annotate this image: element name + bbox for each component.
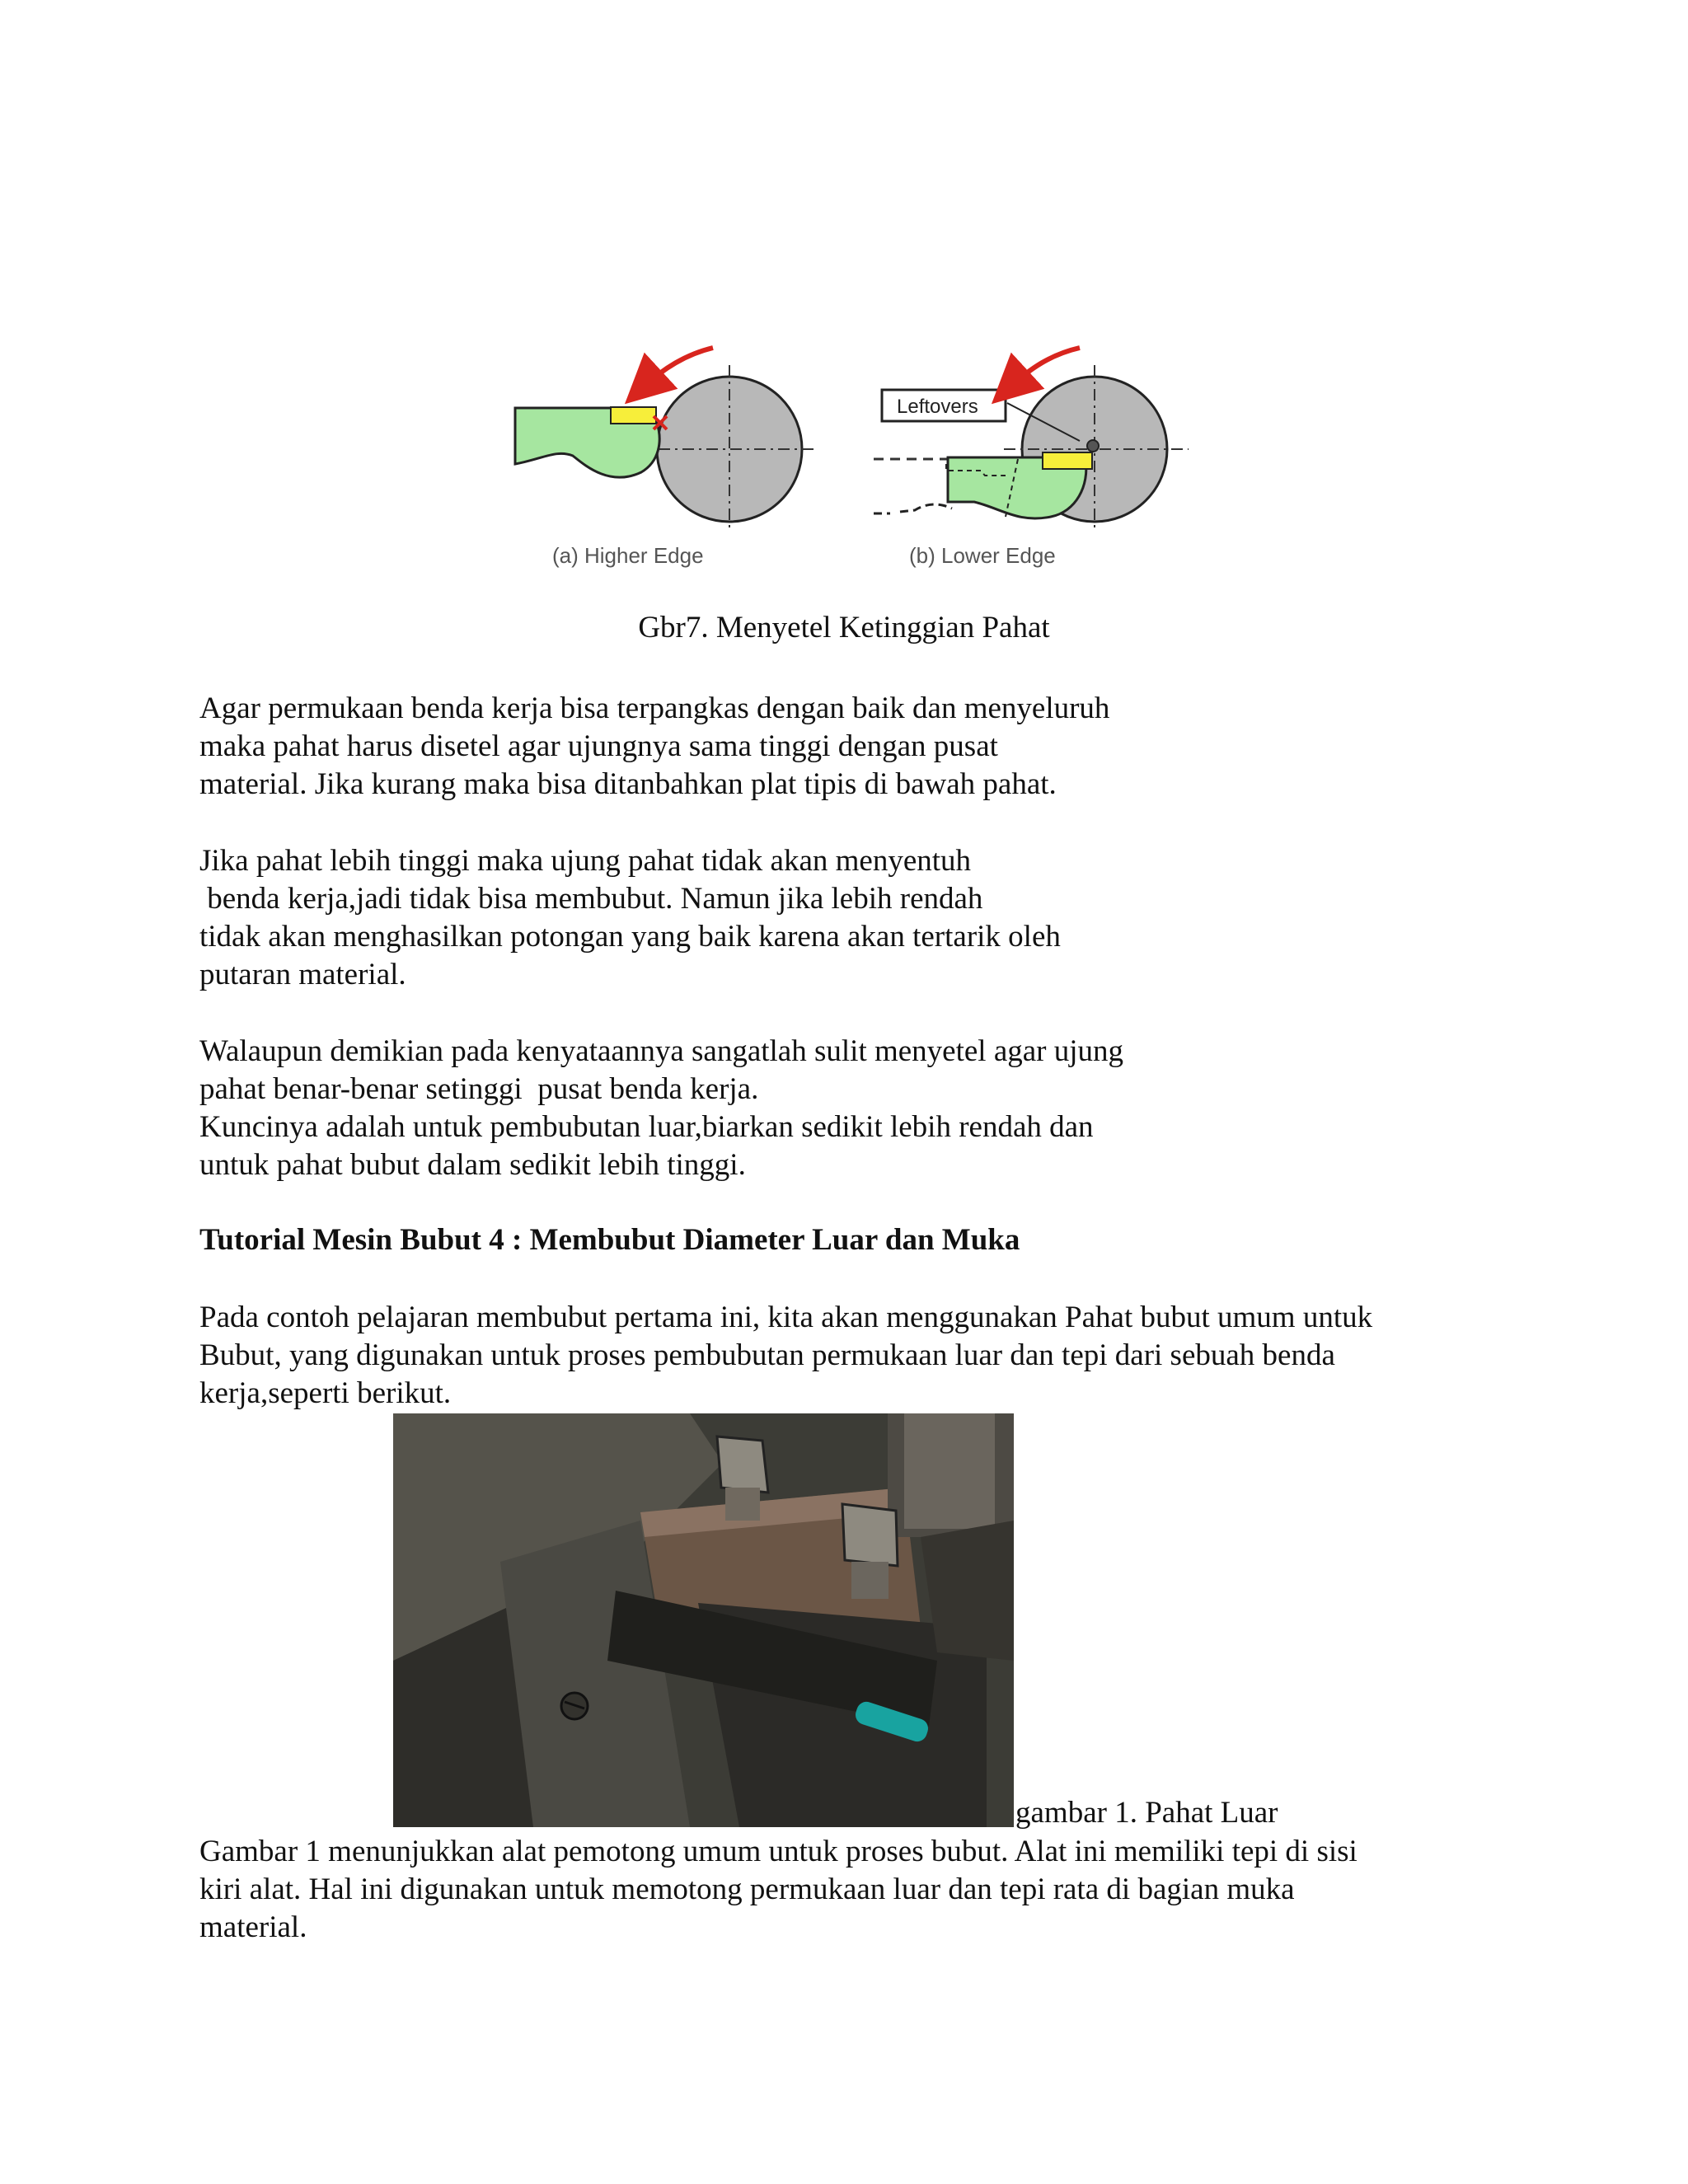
tool-tip-a [611, 407, 656, 424]
paragraph-2: Jika pahat lebih tinggi maka ujung pahat tidak akan menyentuh benda kerja,jadi tidak bisa membubut. Namun jika lebih rendah tidak akan menghasilkan potongan yang baik karena akan tertarik oleh putaran material. [199, 844, 1061, 991]
intro-paragraph: Pada contoh pelajaran membubut pertama ini, kita akan menggunakan Pahat bubut umum untuk Bubut, yang digunakan untuk proses pembubutan permukaan luar dan tepi dari sebuah benda kerja,seperti berikut. [199, 1301, 1373, 1410]
figure-caption: Gbr7. Menyetel Ketinggian Pahat [638, 611, 1050, 644]
leftovers-marker [1087, 440, 1099, 452]
leftovers-label: Leftovers [897, 396, 978, 418]
label-lower-edge: (b) Lower Edge [909, 543, 1056, 568]
paragraph-3: Walaupun demikian pada kenyataannya sangatlah sulit menyetel agar ujung pahat benar-benar setinggi pusat benda kerja. Kuncinya adalah untuk pembubutan luar,biarkan sedikit lebih rendah dan untuk pahat bubut dalam sedikit lebih tinggi. [199, 1034, 1124, 1182]
closing-paragraph: Gambar 1 menunjukkan alat pemotong umum untuk proses bubut. Alat ini memiliki tepi di sisi kiri alat. Hal ini digunakan untuk memotong permukaan luar dan tepi rata di bagian muka material. [199, 1835, 1357, 1944]
panel-higher-edge [515, 348, 818, 568]
lathe-tool-photo [393, 1413, 1014, 1827]
photo-caption: gambar 1. Pahat Luar [1015, 1796, 1278, 1830]
section-heading: Tutorial Mesin Bubut 4 : Membubut Diameter Luar dan Muka [199, 1223, 1020, 1257]
panel-lower-edge [874, 348, 1189, 568]
tool-height-diagram [503, 326, 1203, 589]
tool-tip-b [1043, 452, 1092, 469]
label-higher-edge: (a) Higher Edge [552, 543, 704, 568]
paragraph-1: Agar permukaan benda kerja bisa terpangkas dengan baik dan menyeluruh maka pahat harus disetel agar ujungnya sama tinggi dengan pusat material. Jika kurang maka bisa ditanbahkan plat tipis di bawah pahat. [199, 691, 1110, 801]
